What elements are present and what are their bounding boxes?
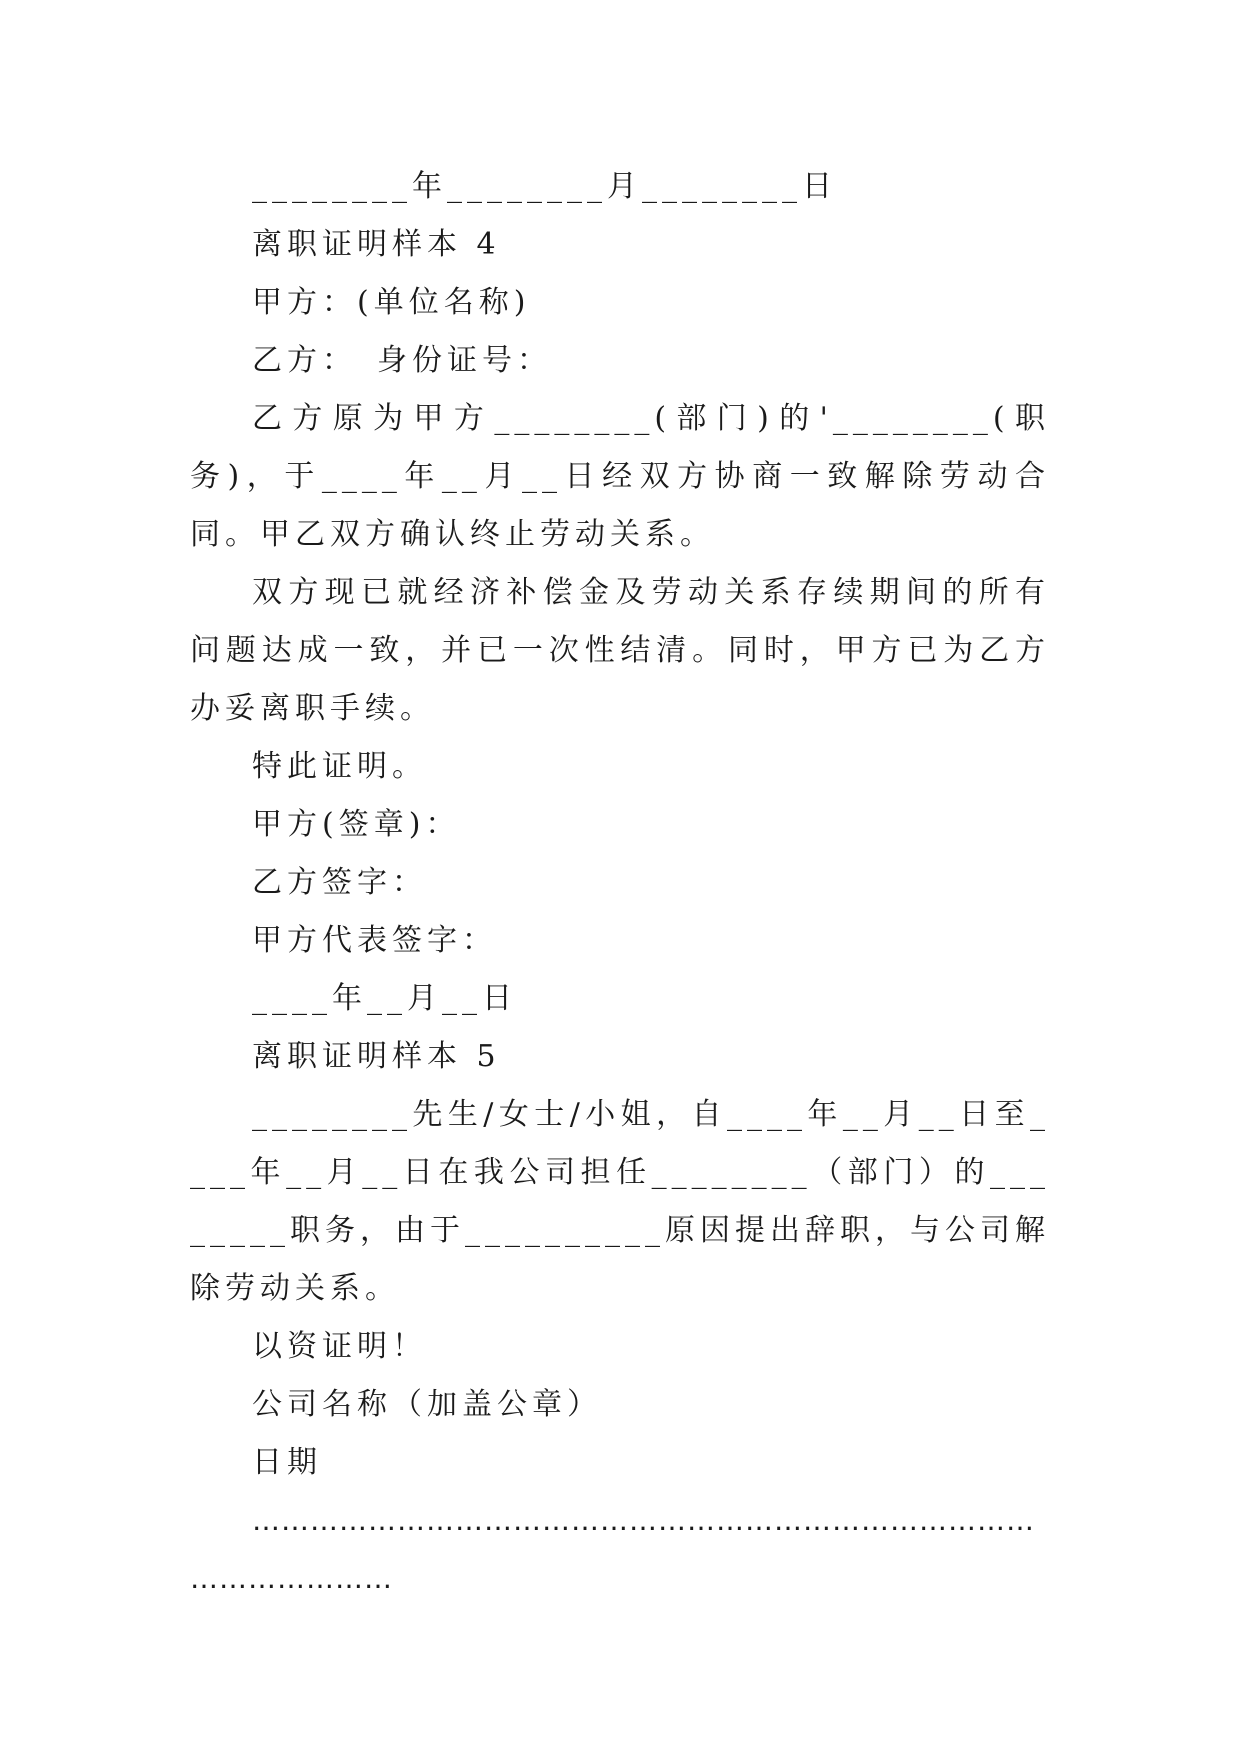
resignation-paragraph: ________先生/女士/小姐，自____年__月__日至____年__月__日在我公司担任________（部门）的________职务，由于__________原因提出辞职，与公司解除劳动关系。	[190, 1097, 1050, 1306]
company-name-line: 公司名称（加盖公章）	[252, 1387, 602, 1422]
certify-line: 特此证明。	[252, 749, 427, 784]
document-body	[190, 158, 1050, 1608]
sample-5-title: 离职证明样本 5	[252, 1039, 501, 1074]
date-line-bottom: ____年__月__日	[252, 981, 517, 1016]
termination-paragraph: 乙方原为甲方________(部门)的'________(职务)，于____年__月__日经双方协商一致解除劳动合同。甲乙双方确认终止劳动关系。	[190, 401, 1050, 552]
party-b-line: 乙方： 身份证号：	[252, 343, 552, 378]
party-a-line: 甲方：(单位名称)	[252, 285, 531, 320]
sample-4-title: 离职证明样本 4	[252, 227, 501, 262]
settlement-paragraph: 双方现已就经济补偿金及劳动关系存续期间的所有问题达成一致，并已一次性结清。同时，甲方已为乙方办妥离职手续。	[190, 575, 1050, 726]
hereby-certify-line: 以资证明！	[252, 1329, 427, 1364]
date-line-top: ________年________月________日	[252, 169, 837, 204]
party-a-seal-line: 甲方(签章)：	[252, 807, 461, 842]
date-label-line: 日期	[252, 1445, 322, 1480]
party-a-rep-sign-line: 甲方代表签字：	[252, 923, 497, 958]
party-b-sign-line: 乙方签字：	[252, 865, 427, 900]
dotted-separator: …………………………………………………………………………………………	[190, 1504, 1035, 1595]
